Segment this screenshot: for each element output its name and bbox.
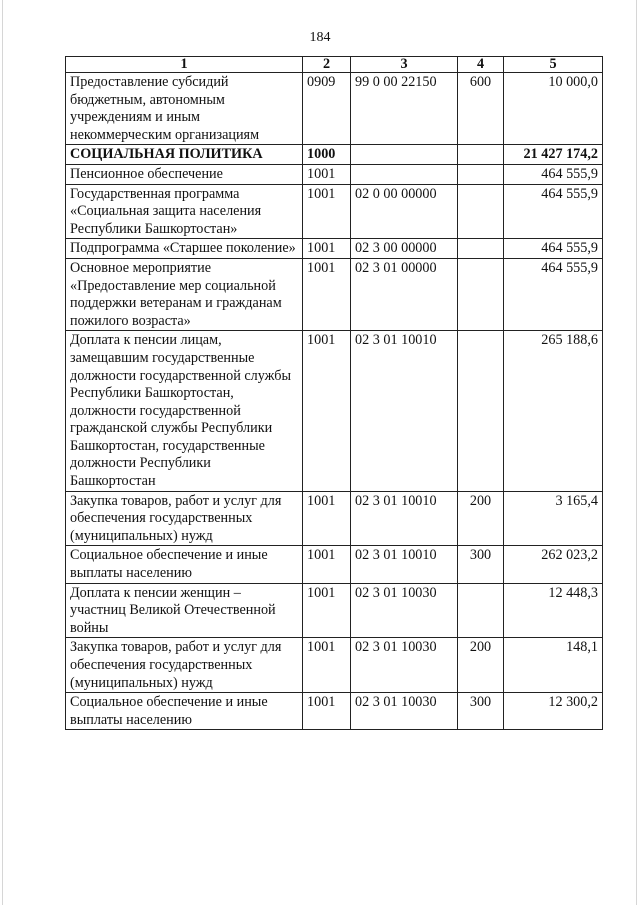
row-code-cell: 99 0 00 22150 xyxy=(351,73,458,145)
row-kind-cell: 200 xyxy=(458,491,504,546)
row-amount-cell: 12 300,2 xyxy=(504,693,603,730)
row-amount-cell: 10 000,0 xyxy=(504,73,603,145)
row-name-cell: Доплата к пенсии женщин – участниц Великой Отечественной войны xyxy=(66,583,303,638)
row-name-cell: Закупка товаров, работ и услуг для обеспечения государственных (муниципальных) нужд xyxy=(66,491,303,546)
row-amount-cell: 265 188,6 xyxy=(504,331,603,491)
table-row xyxy=(66,583,603,638)
row-kind-cell: 600 xyxy=(458,73,504,145)
table-row xyxy=(66,331,603,491)
scan-edge-right xyxy=(636,0,637,905)
row-section-cell: 1001 xyxy=(303,491,351,546)
table-row xyxy=(66,239,603,259)
row-code-cell: 02 3 01 10010 xyxy=(351,491,458,546)
row-code-cell: 02 3 01 10010 xyxy=(351,546,458,583)
row-kind-cell: 200 xyxy=(458,638,504,693)
row-name-cell: Закупка товаров, работ и услуг для обеспечения государственных (муниципальных) нужд xyxy=(66,638,303,693)
row-name-cell: Государственная программа «Социальная защита населения Республики Башкортостан» xyxy=(66,184,303,239)
row-name-cell: Социальное обеспечение и иные выплаты населению xyxy=(66,546,303,583)
row-section-cell: 1001 xyxy=(303,583,351,638)
row-name-cell: Пенсионное обеспечение xyxy=(66,164,303,184)
row-name-cell: СОЦИАЛЬНАЯ ПОЛИТИКА xyxy=(66,145,303,165)
row-code-cell: 02 3 01 10030 xyxy=(351,638,458,693)
scan-edge-left xyxy=(2,0,3,905)
header-col-2: 2 xyxy=(303,57,351,73)
row-kind-cell: 300 xyxy=(458,693,504,730)
table-row xyxy=(66,258,603,330)
table-row xyxy=(66,693,603,730)
header-row xyxy=(66,57,603,73)
header-col-5: 5 xyxy=(504,57,603,73)
table-row xyxy=(66,145,603,165)
table-row xyxy=(66,546,603,583)
table-row xyxy=(66,164,603,184)
table-body xyxy=(66,73,603,730)
row-section-cell: 1001 xyxy=(303,184,351,239)
row-name-cell: Подпрограмма «Старшее поколение» xyxy=(66,239,303,259)
budget-table xyxy=(65,56,603,730)
row-code-cell: 02 3 00 00000 xyxy=(351,239,458,259)
row-kind-cell xyxy=(458,258,504,330)
page-number: 184 xyxy=(309,30,331,45)
row-code-cell: 02 3 01 10010 xyxy=(351,331,458,491)
row-amount-cell: 464 555,9 xyxy=(504,239,603,259)
row-section-cell: 1000 xyxy=(303,145,351,165)
row-section-cell: 1001 xyxy=(303,331,351,491)
row-name-cell: Предоставление субсидий бюджетным, автономным учреждениям и иным некоммерческим организациям xyxy=(66,73,303,145)
row-name-cell: Социальное обеспечение и иные выплаты населению xyxy=(66,693,303,730)
table-row xyxy=(66,491,603,546)
row-kind-cell xyxy=(458,145,504,165)
row-amount-cell: 464 555,9 xyxy=(504,184,603,239)
row-kind-cell: 300 xyxy=(458,546,504,583)
row-kind-cell xyxy=(458,164,504,184)
row-section-cell: 0909 xyxy=(303,73,351,145)
row-amount-cell: 464 555,9 xyxy=(504,164,603,184)
row-amount-cell: 262 023,2 xyxy=(504,546,603,583)
row-amount-cell: 464 555,9 xyxy=(504,258,603,330)
table-row xyxy=(66,73,603,145)
row-amount-cell: 21 427 174,2 xyxy=(504,145,603,165)
header-col-3: 3 xyxy=(351,57,458,73)
table-row xyxy=(66,184,603,239)
row-code-cell xyxy=(351,164,458,184)
row-section-cell: 1001 xyxy=(303,164,351,184)
table-row xyxy=(66,638,603,693)
row-section-cell: 1001 xyxy=(303,546,351,583)
row-kind-cell xyxy=(458,239,504,259)
row-kind-cell xyxy=(458,583,504,638)
row-code-cell: 02 3 01 00000 xyxy=(351,258,458,330)
row-section-cell: 1001 xyxy=(303,239,351,259)
row-kind-cell xyxy=(458,184,504,239)
row-code-cell: 02 3 01 10030 xyxy=(351,583,458,638)
row-section-cell: 1001 xyxy=(303,638,351,693)
header-col-1: 1 xyxy=(66,57,303,73)
row-code-cell xyxy=(351,145,458,165)
row-amount-cell: 12 448,3 xyxy=(504,583,603,638)
row-amount-cell: 3 165,4 xyxy=(504,491,603,546)
header-col-4: 4 xyxy=(458,57,504,73)
row-amount-cell: 148,1 xyxy=(504,638,603,693)
table-header xyxy=(66,57,603,73)
row-kind-cell xyxy=(458,331,504,491)
row-section-cell: 1001 xyxy=(303,693,351,730)
row-name-cell: Основное мероприятие «Предоставление мер социальной поддержки ветеранам и гражданам пожилого возраста» xyxy=(66,258,303,330)
row-section-cell: 1001 xyxy=(303,258,351,330)
row-code-cell: 02 0 00 00000 xyxy=(351,184,458,239)
row-name-cell: Доплата к пенсии лицам, замещавшим государственные должности государственной службы Республики Башкортостан, должности государственной гражданской службы Республики Башкортостан, государственные должности Республики Башкортостан xyxy=(66,331,303,491)
row-code-cell: 02 3 01 10030 xyxy=(351,693,458,730)
